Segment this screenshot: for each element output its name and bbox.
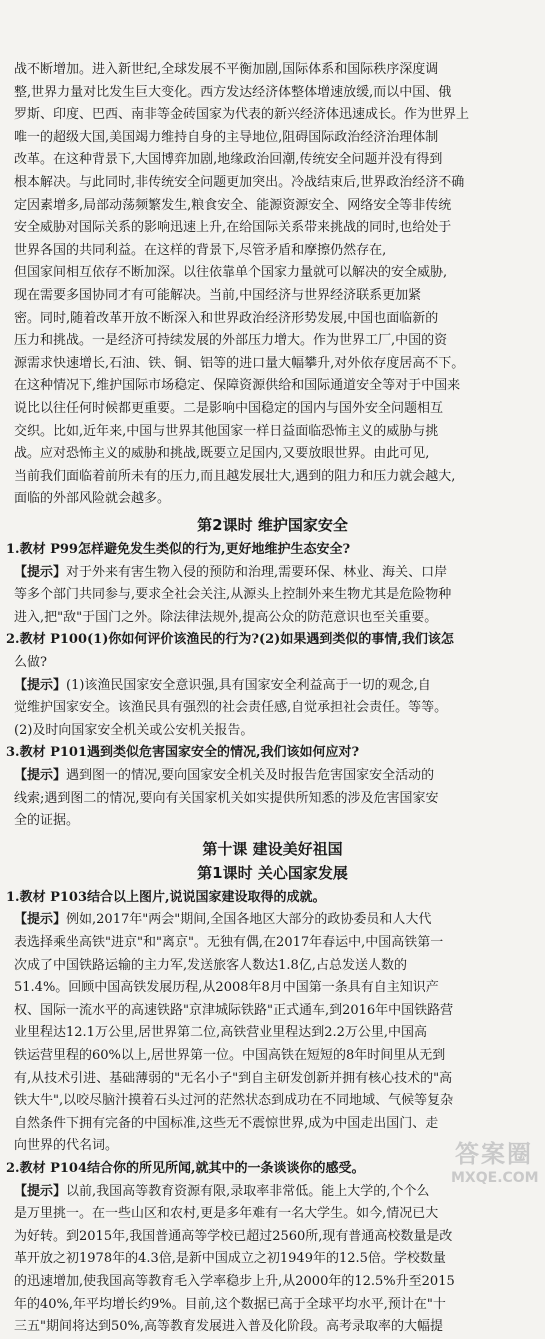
watermark-text: 答案圈 (455, 1140, 533, 1168)
q5-answer-line: 的迅速增加,使我国高等教育毛入学率稳步上升,从2000年的12.5%升至2015 (14, 1274, 455, 1289)
paragraph-line: 面临的外部风险就会越多。 (14, 491, 171, 506)
paragraph-line: 说比以往任何时候都更重要。二是影响中国稳定的国内与国外安全问题相互 (14, 401, 444, 416)
q4-answer-line: 铁大牛",以咬尽脑汁摸着石头过河的茫然状态到成功在不同地域、气候等复杂 (14, 1093, 454, 1108)
q4-text: 结合以上图片,说说国家建设取得的成就。 (87, 890, 326, 905)
q2-answer-line: 觉维护国家安全。该渔民具有强烈的社会责任感,自觉承担社会责任。等等。 (14, 700, 448, 715)
q3-question (6, 741, 536, 765)
q1-answer-line (14, 561, 534, 585)
paragraph-line: 安全威胁对国际关系的影响迅速上升,在给国际关系带来挑战的同时,也给处于 (14, 220, 452, 235)
paragraph-line: 压力和挑战。一是经济可持续发展的外部压力增大。作为世界工厂,中国的资 (14, 333, 448, 348)
hint-label: 【提示】 (14, 565, 67, 580)
q2-answer-line (14, 674, 534, 698)
paragraph-line: 现在需要多国协同才有可能解决。当前,中国经济与世界经济联系更加紧 (14, 288, 422, 303)
paragraph-line: 根本解决。与此同时,非传统安全问题更加突出。冷战结束后,世界政治经济不确 (14, 175, 465, 190)
lesson-2-title: 第2课时 维护国家安全 (197, 516, 348, 534)
hint-label: 【提示】 (14, 1184, 67, 1199)
q3-answer-line: 全的证据。 (14, 813, 80, 828)
q4-answer-line: 铁运营里程的60%以上,居世界第一位。中国高铁在短短的8年时间里从无到 (14, 1048, 446, 1063)
q2-answer-text: (1)该渔民国家安全意识强,具有国家安全利益高于一切的观念,自 (66, 678, 431, 693)
watermark-stamp (451, 1140, 537, 1192)
hint-label: 【提示】 (14, 768, 67, 783)
q2-source: 2.教材 P100 (6, 632, 88, 647)
q4-answer-line: 51.4%。回顾中国高铁发展历程,从2008年8月中国第一条具有自主知识产 (14, 980, 439, 995)
q5-answer-line: 是万里挑一。在一些山区和农村,更是多年难有一名大学生。如今,情况已大 (14, 1206, 439, 1221)
q5-answer-line: 三五"期间将达到50%,高等教育发展进入普及化阶段。高考录取率的大幅提 (14, 1319, 444, 1334)
paragraph-line: 但国家间相互依存不断加深。以往依靠单个国家力量就可以解决的安全威胁, (14, 265, 448, 280)
q2-question (6, 628, 536, 652)
q3-answer-text: 遇到图一的情况,要向国家安全机关及时报告危害国家安全活动的 (66, 768, 435, 783)
hint-label: 【提示】 (14, 678, 67, 693)
q2-text: (1)你如何评价该渔民的行为?(2)如果遇到类似的事情,我们该怎 (87, 632, 454, 647)
paragraph-line: 改革。在这种背景下,大国博弈加剧,地缘政治回潮,传统安全问题并没有得到 (14, 152, 443, 167)
paragraph-line: 战不断增加。进入新世纪,全球发展不平衡加剧,国际体系和国际秩序深度调 (14, 62, 439, 77)
q4-answer-text: 例如,2017年"两会"期间,全国各地区大部分的政协委员和人大代 (66, 912, 432, 927)
paragraph-line: 当前我们面临着前所未有的压力,而且越发展壮大,遇到的阻力和压力就会越大, (14, 469, 456, 484)
q1-text: 怎样避免发生类似的行为,更好地维护生态安全? (77, 542, 351, 557)
q5-answer-line: 革开放之初1978年的4.3倍,是新中国成立之初1949年的12.5倍。学校数量 (14, 1251, 446, 1266)
q5-answer-line: 为好转。到2015年,我国普通高等学校已超过2560所,现有普通高校数量是改 (14, 1229, 453, 1244)
q5-answer-line: 年的40%,年平均增长约9%。目前,这个数据已高于全球平均水平,预计在"十 (14, 1297, 446, 1312)
q4-answer-line: 有,从技术引进、基础薄弱的"无名小子"到自主研发创新并拥有核心技术的"高 (14, 1071, 453, 1086)
q5-answer-text: 以前,我国高等教育资源有限,录取率非常低。能上大学的,个个么 (66, 1184, 430, 1199)
q4-source: 1.教材 P103 (6, 890, 88, 905)
q1-answer-line: 等多个部门共同参与,要求全社会关注,从源头上控制外来生物尤其是危险物种 (14, 587, 452, 602)
q4-answer-line: 表选择乘坐高铁"进京"和"离京"。无独有偶,在2017年春运中,中国高铁第一 (14, 935, 444, 950)
paragraph-line: 唯一的超级大国,美国竭力维持自身的主导地位,阻碍国际政治经济治理体制 (14, 130, 439, 145)
lesson-10-title: 第十课 建设美好祖国 (202, 840, 343, 858)
q2-text-cont: 么做? (14, 655, 47, 670)
hint-label: 【提示】 (14, 912, 67, 927)
lesson-10-subtitle: 第1课时 关心国家发展 (197, 864, 348, 882)
q3-answer-line (14, 764, 534, 788)
q3-source: 3.教材 P101 (6, 745, 88, 760)
paragraph-line: 战。应对恐怖主义的威胁和挑战,既要立足国内,又要放眼世界。由此可见, (14, 446, 430, 461)
q4-answer-line (14, 908, 534, 932)
q5-source: 2.教材 P104 (6, 1161, 88, 1176)
q5-text: 结合你的所见所闻,就其中的一条谈谈你的感受。 (87, 1161, 365, 1176)
paragraph-line: 在这种情况下,维护国际市场稳定、保障资源供给和国际通道安全等对于中国来 (14, 378, 461, 393)
q4-answer-line: 自然条件下拥有完备的中国标准,这些无不震惊世界,成为中国走出国门、走 (14, 1116, 439, 1131)
watermark-url: MXQE.COM (451, 1170, 539, 1186)
q4-question (6, 886, 536, 910)
paragraph-line: 定因素增多,局部动荡频繁发生,粮食安全、能源资源安全、网络安全等非传统 (14, 198, 452, 213)
q4-answer-line: 次成了中国铁路运输的主力军,发送旅客人数达1.8亿,占总发送人数的 (14, 958, 407, 973)
paragraph-line: 源需求快速增长,石油、铁、铜、铝等的进口量大幅攀升,对外依存度居高不下。 (14, 356, 465, 371)
q1-question (6, 538, 536, 562)
q4-answer-line: 权、国际一流水平的高速铁路"京津城际铁路"正式通车,到2016年中国铁路营 (14, 1003, 454, 1018)
q3-answer-line: 线索;遇到图二的情况,要向有关国家机关如实提供所知悉的涉及危害国家安 (14, 791, 439, 806)
paragraph-line: 交织。比如,近年来,中国与世界其他国家一样日益面临恐怖主义的威胁与挑 (14, 424, 439, 439)
paragraph-line: 整,世界力量对比发生巨大变化。西方发达经济体整体增速放缓,而以中国、俄 (14, 85, 452, 100)
q2-answer-line: (2)及时向国家安全机关或公安机关报告。 (14, 723, 254, 738)
q3-text: 遇到类似危害国家安全的情况,我们该如何应对? (87, 745, 360, 760)
paragraph-line: 世界各国的共同利益。在这样的背景下,尽管矛盾和摩擦仍然存在, (14, 243, 387, 258)
paragraph-line: 密。同时,随着改革开放不断深入和世界政治经济形势发展,中国也面临新的 (14, 311, 439, 326)
q1-answer-line: 进入,把"敌"于国门之外。除法律法规外,提高公众的防范意识也至关重要。 (14, 610, 438, 625)
q1-answer-text: 对于外来有害生物入侵的预防和治理,需要环保、林业、海关、口岸 (66, 565, 448, 580)
q4-answer-line: 业里程达12.1万公里,居世界第二位,高铁营业里程达到2.2万公里,中国高 (14, 1025, 428, 1040)
paragraph-line: 罗斯、印度、巴西、南非等金砖国家为代表的新兴经济体迅速成长。作为世界上 (14, 107, 470, 122)
q4-answer-line: 向世界的代名词。 (14, 1138, 119, 1153)
q1-source: 1.教材 P99 (6, 542, 78, 557)
